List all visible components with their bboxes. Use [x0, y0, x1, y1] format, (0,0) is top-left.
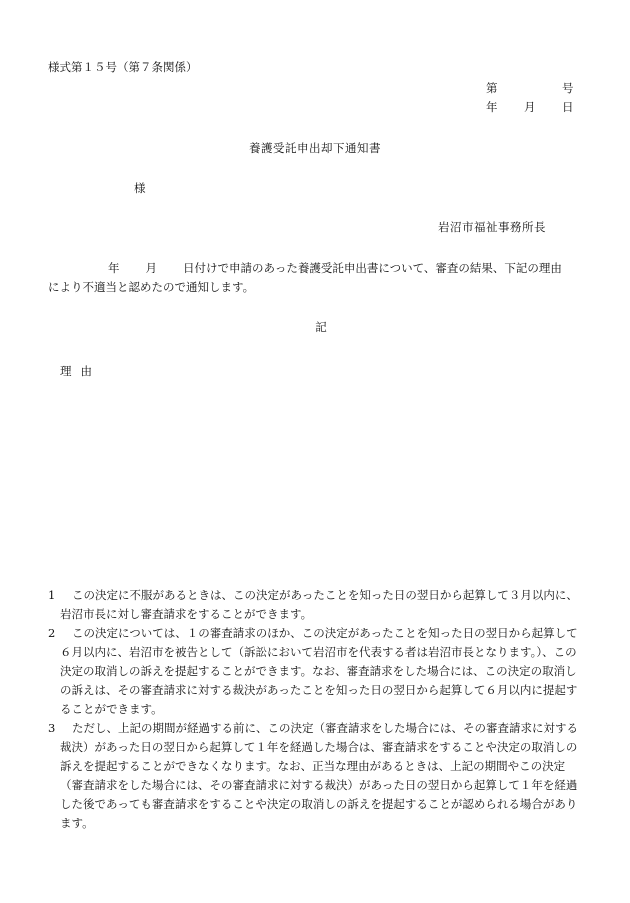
document-title: 養護受託申出却下通知書 — [249, 141, 381, 155]
sender-name: 岩沼市福祉事務所長 — [438, 220, 546, 234]
number-prefix: 第 — [486, 81, 498, 95]
body-line-2: により不適当と認めたので通知します。 — [48, 280, 255, 294]
date-day: 日 — [562, 100, 574, 114]
ki-heading: 記 — [315, 320, 327, 334]
appeal-notes — [48, 586, 588, 833]
date-year: 年 — [486, 100, 498, 114]
note-text: この決定については、１の審査請求のほか、この決定があったことを知った日の翌日から起算して６月以内に、岩沼市を被告として（訴訟において岩沼市を代表する者は岩沼市長となります。）、この決定の取消しの訴えを提起することができます。なお、審査請求をした場合には、この決定の取消しの訴えは、その審査請求に対する裁決があったことを知った日の翌日から起算して６月以内に提起することができます。 — [60, 626, 578, 716]
reason-label: 理由 — [60, 364, 101, 378]
form-number: 様式第１５号（第７条関係） — [48, 60, 198, 74]
note-1 — [48, 586, 588, 624]
body-month: 月 — [145, 261, 157, 275]
note-number: 3 — [48, 721, 56, 735]
number-suffix: 号 — [562, 81, 574, 95]
note-number: 2 — [48, 626, 56, 640]
note-text: ただし、上記の期間が経過する前に、この決定（審査請求をした場合には、その審査請求に対する裁決）があった日の翌日から起算して１年を経過した場合は、審査請求をすることや決定の取消しの訴えを提起することができなくなります。なお、正当な理由があるときは、上記の期間やこの決定（審査請求をした場合には、その審査請求に対する裁決）があった日の翌日から起算して１年を経過した後であっても審査請求をすることや決定の取消しの訴えを提起することが認められる場合があります。 — [60, 721, 578, 830]
note-2 — [48, 624, 588, 719]
note-number: 1 — [48, 588, 56, 602]
note-3 — [48, 719, 588, 833]
addressee-honorific: 様 — [134, 181, 146, 195]
body-line-1: 日付けで申請のあった養護受託申出書について、審査の結果、下記の理由 — [183, 261, 562, 275]
date-month: 月 — [524, 100, 536, 114]
notice-body — [48, 259, 588, 297]
body-year: 年 — [108, 261, 120, 275]
note-text: この決定に不服があるときは、この決定があったことを知った日の翌日から起算して３月以内に、岩沼市長に対し審査請求をすることができます。 — [60, 588, 578, 621]
